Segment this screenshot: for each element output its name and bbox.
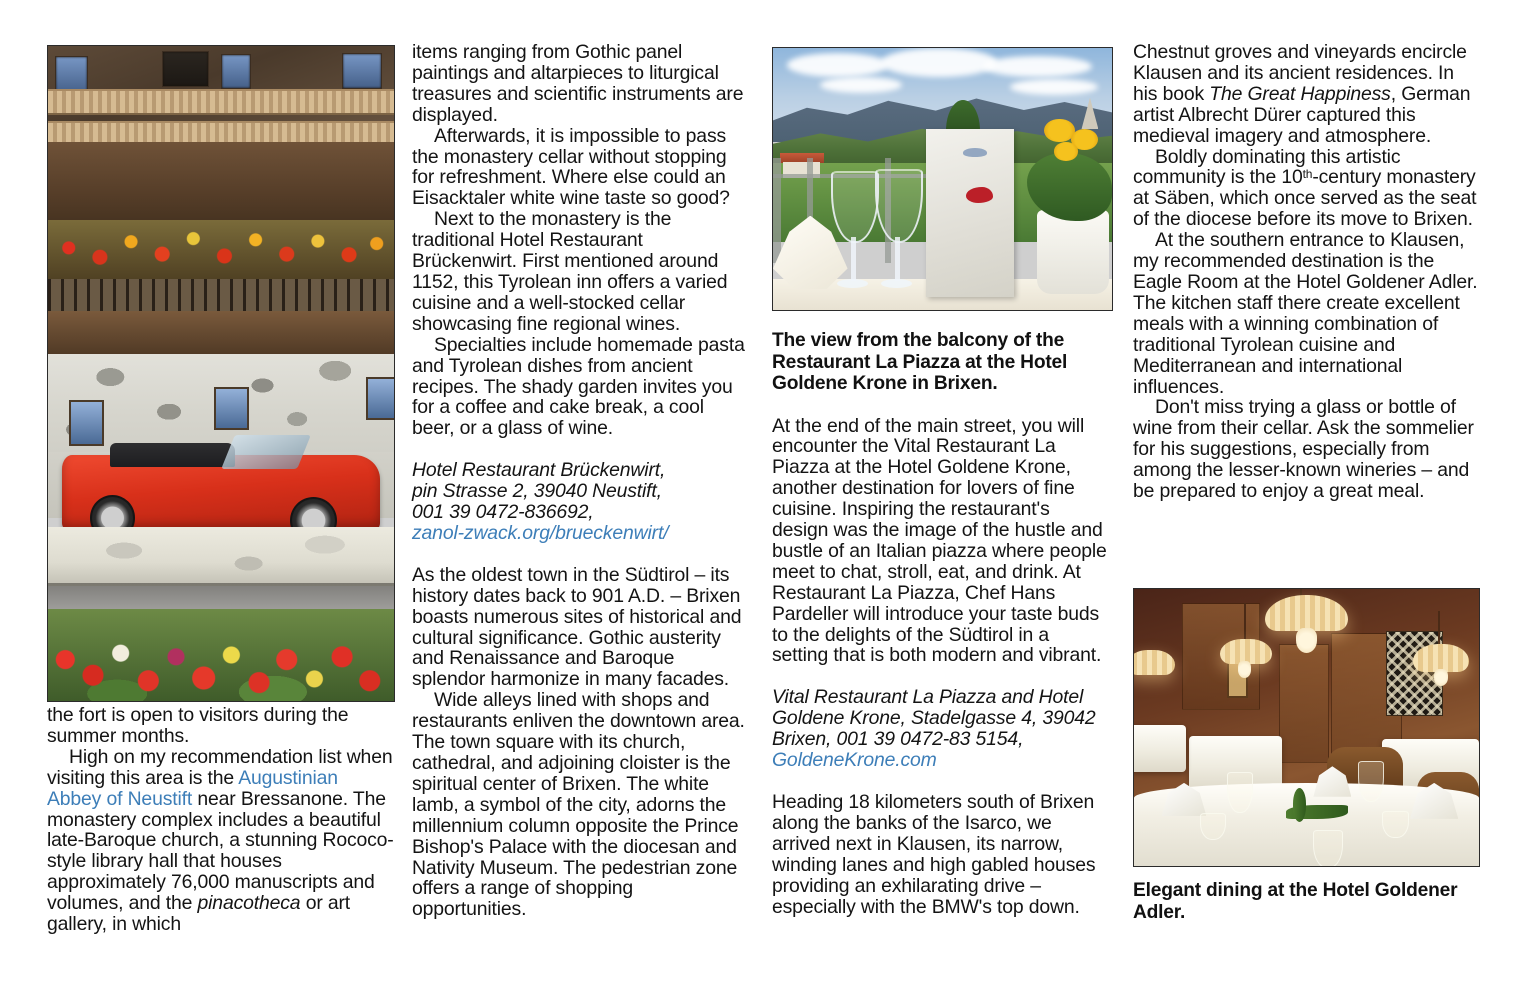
ordinal-suffix: th	[1302, 167, 1313, 182]
cloud	[820, 77, 901, 93]
paragraph: Next to the monastery is the traditional Hotel Restaurant Brückenwirt. First mentioned around 1152, this Tyrolean inn offers a varied cuisine and a well-stocked cellar showcasing fine regional wines.	[412, 208, 728, 335]
wine-glass-stem	[895, 237, 900, 282]
tumbler	[1200, 813, 1226, 840]
cloud	[983, 56, 1091, 77]
hanging-lamp	[1413, 644, 1468, 672]
car-cabin	[110, 443, 235, 467]
hanging-lamp	[1133, 650, 1175, 675]
column-1-text	[47, 705, 395, 935]
paragraph: Chestnut groves and vineyards encircle Klausen and its ancient residences. In his book The Great Happiness, German artist Albrecht Dürer captured this medieval imagery and atmosphere.	[1133, 41, 1471, 147]
book-title: The Great Happiness	[1209, 82, 1391, 105]
flower-box	[48, 220, 394, 282]
goldene-krone-contact-block	[772, 687, 1109, 771]
flower-pot	[1037, 210, 1108, 294]
brueckenwirt-url-link[interactable]: zanol-zwack.org/brueckenwirt/	[412, 521, 669, 544]
iron-railing	[48, 279, 394, 315]
paragraph: items ranging from Gothic panel paintings and altarpieces to liturgical treasures and scientific instruments are displayed.	[412, 41, 744, 126]
wine-glass-stem	[851, 237, 856, 282]
tumbler	[1382, 811, 1408, 838]
spacer	[412, 439, 748, 460]
window-icon	[221, 54, 251, 89]
yellow-flower	[1054, 142, 1078, 160]
window-icon	[55, 56, 88, 94]
paragraph: At the southern entrance to Klausen, my recommended destination is the Eagle Room at the Hotel Goldener Adler. The kitchen staff there create excellent meals with a winning combination of traditional Tyrolean cuisine and Mediterranean and international influences.	[1133, 229, 1478, 398]
menu-logo-icon	[963, 148, 987, 157]
window-icon	[162, 51, 209, 87]
paragraph: Heading 18 kilometers south of Brixen along the banks of the Isarco, we arrived next in Klausen, its narrow, winding lanes and high gabled houses providing an exhilarating drive – especially with the BMW's top down.	[772, 791, 1096, 918]
dining-photo-caption: Elegant dining at the Hotel Goldener Adler.	[1133, 880, 1458, 923]
balcony-railing	[48, 89, 394, 115]
spacer	[412, 544, 748, 565]
spacer	[772, 666, 1109, 687]
contact-line: pin Strasse 2, 39040 Neustift,	[412, 480, 662, 503]
window-icon	[366, 377, 395, 420]
wood-beam	[48, 311, 394, 357]
paragraph: Boldly dominating this artistic community is the 10th-century monastery at Säben, which once served as the seat of the diocese before its move to Brixen.	[1133, 145, 1477, 231]
wine-glass-foot	[881, 279, 912, 288]
abbey-link[interactable]: Augustinian Abbey of Neustift	[47, 766, 338, 810]
contact-line: Vital Restaurant La Piazza and Hotel	[772, 686, 1084, 709]
wall-panel	[1279, 644, 1329, 762]
window-icon	[342, 53, 382, 89]
house-scene	[48, 46, 394, 701]
paragraph: Specialties include homemade pasta and Tyrolean dishes from ancient recipes. The shady garden invites you for a coffee and cake break, a cool beer, or a glass of wine.	[412, 333, 745, 440]
dining-room-photo	[1133, 588, 1480, 867]
flower-bed	[48, 609, 394, 701]
car-windshield	[221, 435, 311, 469]
cloud	[787, 53, 889, 77]
tyrolean-house-photo	[47, 45, 395, 702]
tumbler	[1313, 830, 1343, 867]
column-2-text	[412, 42, 748, 920]
paragraph: High on my recommendation list when visiting this area is the Augustinian Abbey of Neustift near Bressanone. The monastery complex includes a beautiful late-Baroque church, a stunning Rococo-style library hall that houses approximately 76,000 manuscripts and volumes, and the pinacotheca or art gallery, in which	[47, 745, 394, 936]
yellow-flower	[1044, 119, 1075, 143]
spacer	[772, 771, 1109, 792]
paragraph: the fort is open to visitors during the summer months.	[47, 704, 349, 747]
background-table	[1133, 725, 1186, 772]
column-4-text	[1133, 42, 1478, 502]
lamp-cord	[1244, 603, 1246, 642]
spacer	[772, 395, 1109, 416]
balcony-underside	[48, 142, 394, 230]
goldenekrone-url-link[interactable]: GoldeneKrone.com	[772, 749, 937, 772]
contact-line: Brixen, 001 39 0472-83 5154,	[772, 728, 1024, 751]
window-icon	[69, 400, 104, 447]
italic-term: pinacotheca	[197, 892, 301, 915]
paragraph: Wide alleys lined with shops and restaurants enliven the downtown area. The town square with its church, cathedral, and adjoining cloister is the spiritual center of Brixen. The white lamb, a symbol of the city, adorns the millennium column opposite the Prince Bishop's Palace with the diocesan and Nativity Museum. The pedestrian zone offers a range of shopping opportunities.	[412, 689, 745, 921]
paragraph: At the end of the main street, you will encounter the Vital Restaurant La Piazza at the Hotel Goldene Krone, another destination for lovers of fine cuisine. Inspiring the restaurant's design was the image of the hustle and bustle of an Italian piazza where people meet to chat, stroll, eat, and drink. At Restaurant La Piazza, Chef Hans Pardeller will introduce your taste buds to the delights of the Südtirol in a setting that is both modern and vibrant.	[772, 414, 1107, 667]
lamp-bulb	[1434, 669, 1448, 686]
dining-caption-block	[1133, 880, 1478, 923]
paragraph: Afterwards, it is impossible to pass the monastery cellar without stopping for refreshment. Where else could an Eisacktaler white wine taste so good?	[412, 124, 730, 210]
cloud	[881, 48, 996, 77]
contact-line: Goldene Krone, Stadelgasse 4, 39042	[772, 707, 1096, 730]
contact-line: Hotel Restaurant Brückenwirt,	[412, 459, 666, 482]
contact-url-line	[772, 750, 1109, 771]
brueckenwirt-contact-block	[412, 460, 748, 544]
contact-url-line	[412, 523, 748, 544]
window-icon	[214, 387, 249, 430]
cobblestone-ground	[48, 527, 394, 586]
balcony-view-photo	[772, 47, 1113, 311]
lamp-bulb	[1238, 661, 1252, 678]
wine-glass-foot	[837, 279, 868, 288]
paragraph: Don't miss trying a glass or bottle of wine from their cellar. Ask the sommelier for his suggestions, especially from among the lesser-known wineries – and be prepared to enjoy a great meal.	[1133, 396, 1474, 503]
balcony-photo-caption: The view from the balcony of the Restaurant La Piazza at the Hotel Goldene Krone in Brixen.	[772, 330, 1068, 394]
contact-line: 001 39 0472-836692,	[412, 501, 594, 524]
lamp-bulb	[1296, 628, 1317, 653]
paragraph: As the oldest town in the Südtirol – its history dates back to 901 A.D. – Brixen boasts numerous sites of historical and cultural significance. Gothic austerity and Renaissance and Baroque splendor harmonize in many facades.	[412, 563, 742, 691]
column-3-text	[772, 330, 1109, 917]
menu-red-motif	[966, 187, 993, 203]
